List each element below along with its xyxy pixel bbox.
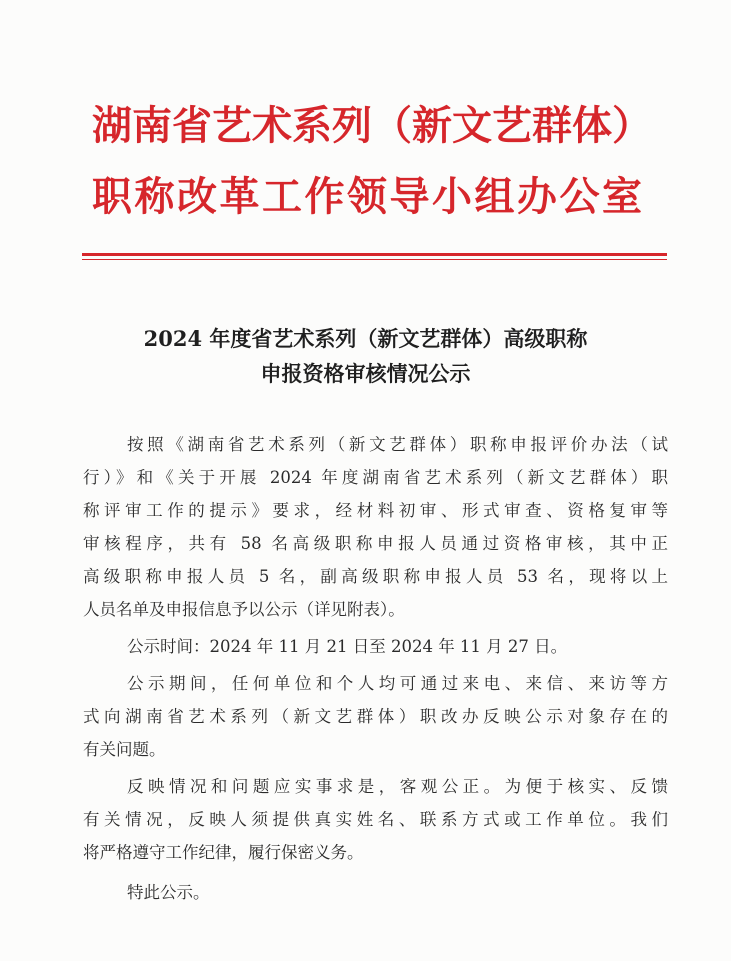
paragraph-1-line-2: 行）》和《关于开展 2024 年度湖南省艺术系列（新文艺群体）职: [83, 468, 668, 487]
paragraph-3-line-2: 式向湖南省艺术系列（新文艺群体）职改办反映公示对象存在的: [83, 707, 668, 726]
paragraph-4-line-2: 有关情况，反映人须提供真实姓名、联系方式或工作单位。我们: [83, 810, 668, 829]
paragraph-4-line-3: 将严格遵守工作纪律，履行保密义务。: [83, 843, 364, 862]
paragraph-5-closing: 特此公示。: [127, 883, 210, 902]
issuing-org-line-2: 职称改革工作领导小组办公室: [92, 173, 645, 220]
paragraph-1-line-3: 称评审工作的提示》要求，经材料初审、形式审查、资格复审等: [83, 501, 668, 520]
paragraph-3-line-3: 有关问题。: [83, 740, 166, 759]
paragraph-3-line-1: 公示期间，任何单位和个人均可通过来电、来信、来访等方: [127, 674, 668, 693]
paragraph-1-line-4: 审核程序，共有 58 名高级职称申报人员通过资格审核，其中正: [83, 534, 668, 553]
red-header-rule-thick: [82, 253, 667, 256]
paragraph-4-line-1: 反映情况和问题应实事求是，客观公正。为便于核实、反馈: [127, 777, 668, 796]
paragraph-1-line-1: 按照《湖南省艺术系列（新文艺群体）职称申报评价办法（试: [127, 435, 668, 454]
paragraph-1-line-5: 高级职称申报人员 5 名，副高级职称申报人员 53 名，现将以上: [83, 567, 668, 586]
paragraph-2-publicity-period: 公示时间：2024 年 11 月 21 日至 2024 年 11 月 27 日。: [127, 637, 568, 656]
document-title-line-1: 2024 年度省艺术系列（新文艺群体）高级职称: [143, 326, 588, 351]
document-title-line-2: 申报资格审核情况公示: [260, 361, 471, 386]
red-header-rule-thin: [82, 259, 667, 260]
paragraph-1-line-6: 人员名单及申报信息予以公示（详见附表）。: [83, 600, 405, 619]
issuing-org-line-1: 湖南省艺术系列（新文艺群体）: [92, 102, 652, 149]
